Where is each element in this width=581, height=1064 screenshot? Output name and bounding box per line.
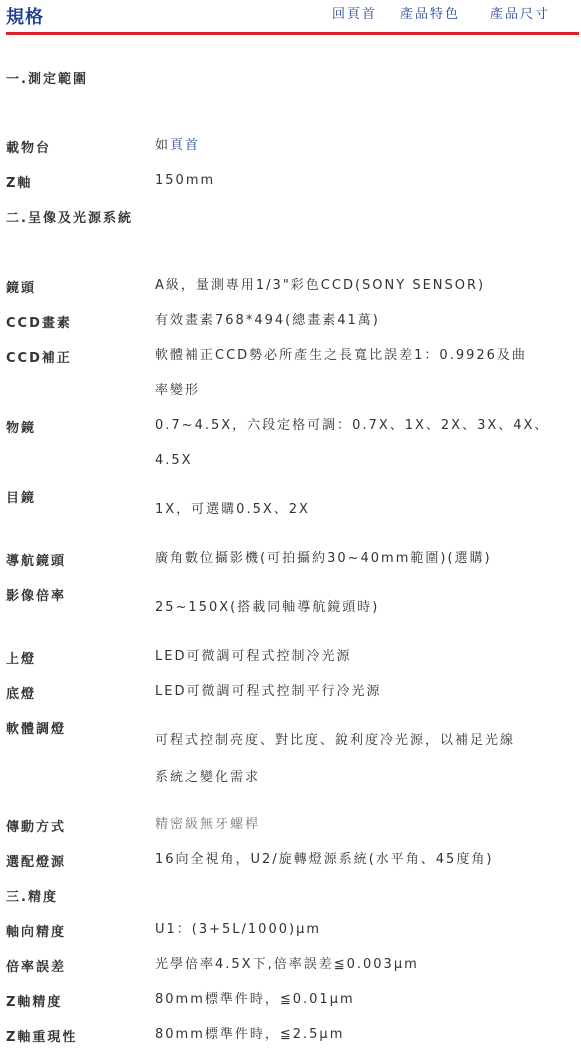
spec-label: 上燈 xyxy=(6,652,37,667)
spec-label: 軸向精度 xyxy=(6,925,67,940)
spec-value: A級，量測專用1/3"彩色CCD(SONY SENSOR) xyxy=(155,278,486,293)
nav-link-features[interactable]: 產品特色 xyxy=(400,7,461,22)
nav-link-home[interactable]: 回頁首 xyxy=(332,7,378,22)
spec-label: Z軸精度 xyxy=(6,995,63,1010)
spec-value-prefix: 如 xyxy=(155,138,171,153)
spec-label: CCD補正 xyxy=(6,351,72,366)
page-title: 規格 xyxy=(6,7,44,28)
spec-label: 傳動方式 xyxy=(6,820,67,835)
spec-value: LED可微調可程式控制平行冷光源 xyxy=(155,684,382,699)
spec-value: 150mm xyxy=(155,173,216,188)
page-header xyxy=(0,0,581,38)
spec-value: 光學倍率4.5X下,倍率誤差≦0.003μm xyxy=(155,957,419,972)
spec-value: 有效畫素768*494(總畫素41萬) xyxy=(155,313,380,328)
spec-value: 16向全視角，U2/旋轉燈源系統(水平角、45度角) xyxy=(155,852,494,867)
header-divider xyxy=(6,32,579,35)
spec-label: 導航鏡頭 xyxy=(6,554,67,569)
spec-value: 80mm標準件時，≦0.01μm xyxy=(155,992,355,1007)
spec-value: 1X，可選購0.5X、2X xyxy=(155,502,310,517)
spec-value xyxy=(155,128,575,163)
spec-value-line-2: 率變形 xyxy=(155,383,201,398)
spec-value-line-2: 系統之變化需求 xyxy=(155,770,261,785)
spec-label: Z軸 xyxy=(6,176,33,191)
spec-value: U1：(3+5L/1000)μm xyxy=(155,922,322,937)
nav-link-dimensions[interactable]: 產品尺寸 xyxy=(490,7,551,22)
spec-value: 精密級無牙螺桿 xyxy=(155,817,261,832)
spec-label: 物鏡 xyxy=(6,421,37,436)
spec-label: 目鏡 xyxy=(6,491,37,506)
spec-label: 軟體調燈 xyxy=(6,722,67,737)
spec-label: 選配燈源 xyxy=(6,855,67,870)
section-heading-accuracy: 三.精度 xyxy=(6,890,58,905)
section-heading-measuring-range: 一.測定範圍 xyxy=(6,72,88,87)
section-heading-imaging-lighting: 二.呈像及光源系統 xyxy=(6,211,133,226)
stage-home-link[interactable]: 頁首 xyxy=(170,138,201,153)
spec-value-line-1: 0.7~4.5X，六段定格可調：0.7X、1X、2X、3X、4X、 xyxy=(155,418,550,433)
spec-value-line-1: 軟體補正CCD勢必所產生之長寬比誤差1：0.9926及曲 xyxy=(155,348,527,363)
spec-value-line-1: 可程式控制亮度、對比度、銳利度冷光源，以補足光線 xyxy=(155,733,516,748)
spec-label: 倍率誤差 xyxy=(6,960,67,975)
spec-label: 影像倍率 xyxy=(6,589,67,604)
spec-value-line-2: 4.5X xyxy=(155,453,193,468)
spec-label: 底燈 xyxy=(6,687,37,702)
spec-value: 廣角數位攝影機(可拍攝約30~40mm範圍)(選購) xyxy=(155,551,492,566)
spec-label: CCD畫素 xyxy=(6,316,72,331)
spec-label: 載物台 xyxy=(6,141,52,156)
spec-value: LED可微調可程式控制冷光源 xyxy=(155,649,352,664)
spec-value: 25~150X(搭載同軸導航鏡頭時) xyxy=(155,600,380,615)
spec-value: 80mm標準件時，≦2.5μm xyxy=(155,1027,345,1042)
spec-label: 鏡頭 xyxy=(6,281,37,296)
spec-label: Z軸重現性 xyxy=(6,1030,78,1045)
